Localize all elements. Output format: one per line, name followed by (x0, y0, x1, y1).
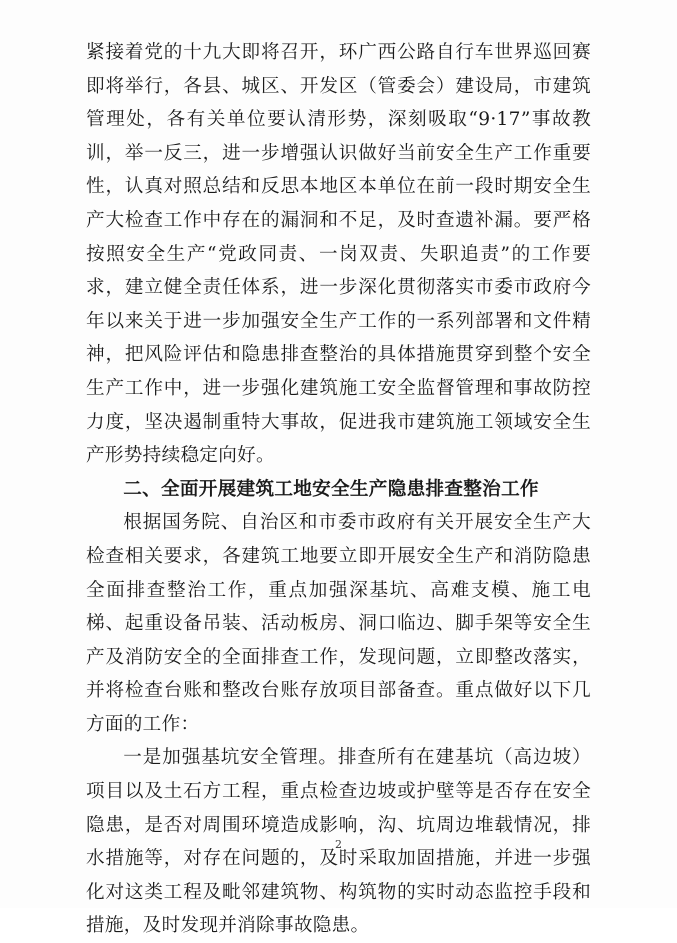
body-paragraph: 根据国务院、自治区和市委市政府有关开展安全生产大检查相关要求，各建筑工地要立即开展安全生产和消防隐患全面排查整治工作，重点加强深基坑、高难支模、施工电梯、起重设备吊装、活动板房、洞口临边、脚手架等安全生产及消防安全的全面排查工作，发现问题，立即整改落实，并将检查台账和整改台账存放项目部备查。重点做好以下几方面的工作： (86, 512, 591, 735)
body-paragraph: 一是加强基坑安全管理。排查所有在建基坑（高边坡）项目以及土石方工程，重点检查边坡或护壁等是否存在安全隐患，是否对周围环境造成影响，沟、坑周边堆载情况，排水措施等，对存在问题的，及时采取加固措施，并进一步强化对这类工程及毗邻建筑物、构筑物的实时动态监控手段和措施，及时发现并消除事故隐患。 (86, 747, 591, 937)
document-body (86, 36, 591, 943)
section-heading: 二、全面开展建筑工地安全生产隐患排查整治工作 (123, 478, 539, 500)
page-number: 2 (335, 838, 342, 851)
body-paragraph-continued: 紧接着党的十九大即将召开，环广西公路自行车世界巡回赛即将举行，各县、城区、开发区（管委会）建设局，市建筑管理处，各有关单位要认清形势，深刻吸取“9·17”事故教训，举一反三，进一步增强认识做好当前安全生产工作重要性，认真对照总结和反思本地区本单位在前一段时期安全生产大检查工作中存在的漏洞和不足，及时查遗补漏。要严格按照安全生产“党政同责、一岗双责、失职追责”的工作要求，建立健全责任体系，进一步深化贯彻落实市委市政府今年以来关于进一步加强安全生产工作的一系列部署和文件精神，把风险评估和隐患排查整治的具体措施贯穿到整个安全生产工作中，进一步强化建筑施工安全监督管理和事故防控力度，坚决遏制重特大事故，促进我市建筑施工领域安全生产形势持续稳定向好。 (86, 42, 591, 467)
